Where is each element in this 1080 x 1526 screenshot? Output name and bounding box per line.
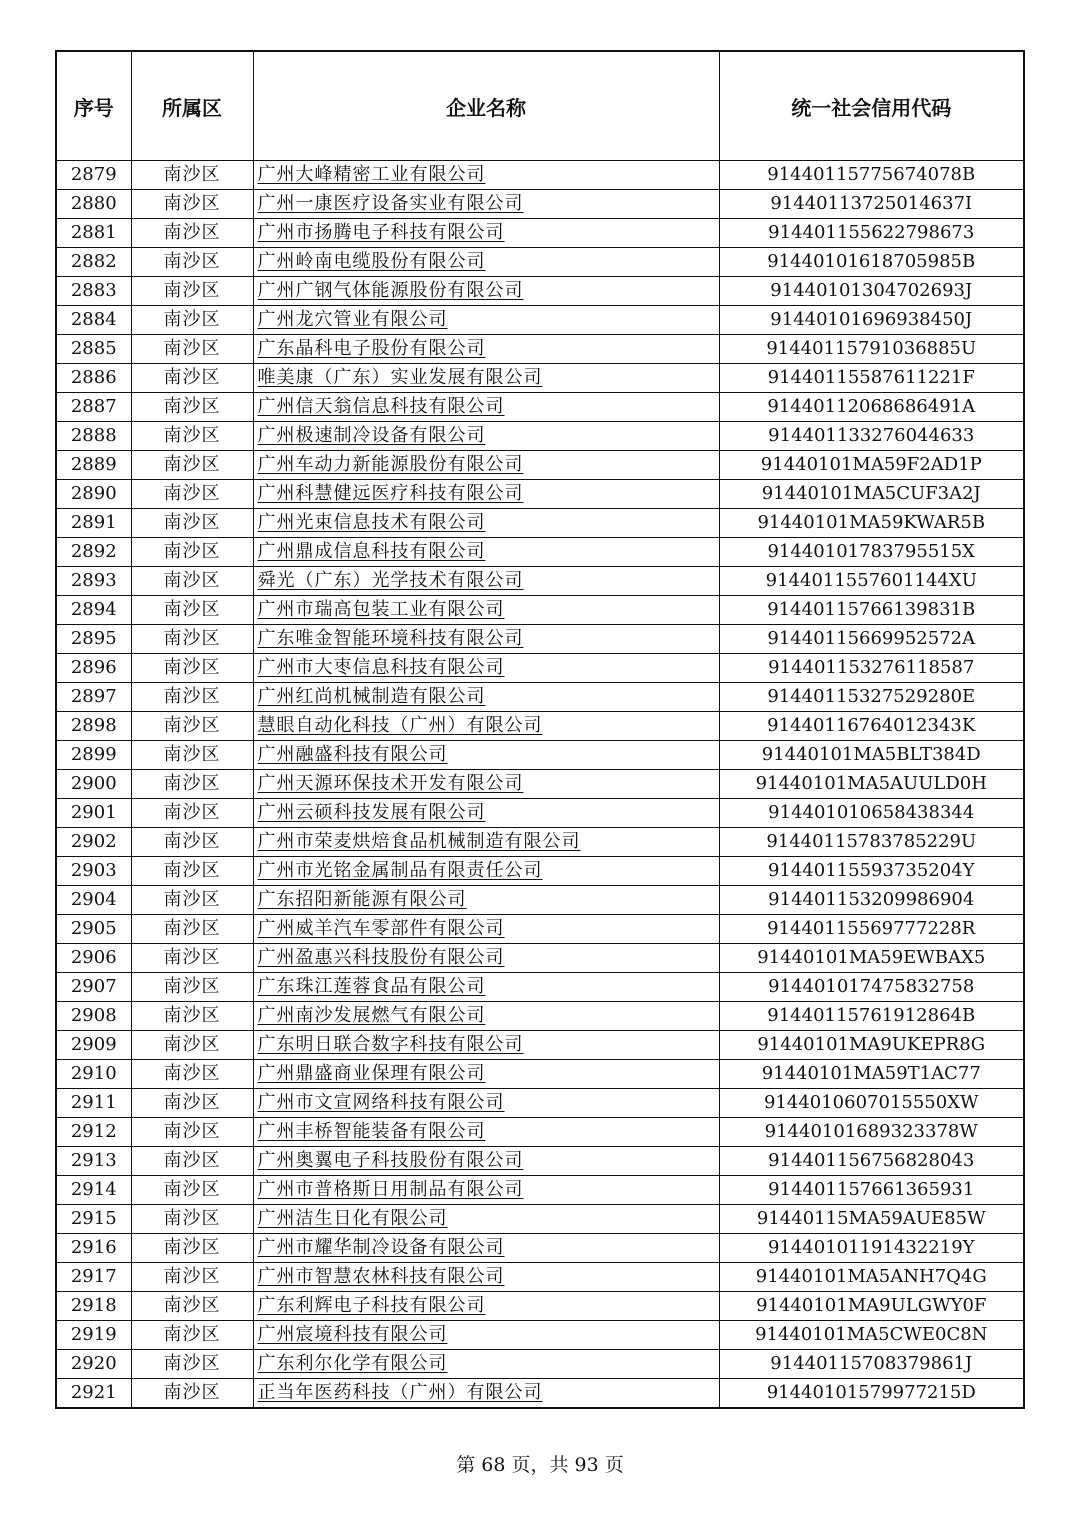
cell-company-name: 广州市耀华制冷设备有限公司 [253, 1234, 719, 1263]
cell-district: 南沙区 [131, 1089, 253, 1118]
cell-credit-code: 91440113725014637I [719, 190, 1024, 219]
cell-serial-number: 2915 [56, 1205, 131, 1234]
table-row [56, 480, 1024, 509]
cell-credit-code: 91440115593735204Y [719, 857, 1024, 886]
cell-credit-code: 914401157661365931 [719, 1176, 1024, 1205]
cell-company-name: 广州宸境科技有限公司 [253, 1321, 719, 1350]
cell-serial-number: 2891 [56, 509, 131, 538]
cell-district: 南沙区 [131, 1176, 253, 1205]
cell-district: 南沙区 [131, 1205, 253, 1234]
cell-company-name: 广州鼎盛商业保理有限公司 [253, 1060, 719, 1089]
cell-serial-number: 2902 [56, 828, 131, 857]
cell-district: 南沙区 [131, 190, 253, 219]
cell-district: 南沙区 [131, 915, 253, 944]
cell-district: 南沙区 [131, 567, 253, 596]
cell-company-name: 广州市光铭金属制品有限责任公司 [253, 857, 719, 886]
cell-serial-number: 2921 [56, 1379, 131, 1409]
cell-district: 南沙区 [131, 1350, 253, 1379]
header-credit-code: 统一社会信用代码 [719, 51, 1024, 161]
cell-company-name: 慧眼自动化科技（广州）有限公司 [253, 712, 719, 741]
cell-credit-code: 91440115708379861J [719, 1350, 1024, 1379]
cell-serial-number: 2917 [56, 1263, 131, 1292]
cell-company-name: 广东珠江莲蓉食品有限公司 [253, 973, 719, 1002]
cell-company-name: 广州盈惠兴科技股份有限公司 [253, 944, 719, 973]
cell-district: 南沙区 [131, 364, 253, 393]
cell-credit-code: 91440115569777228R [719, 915, 1024, 944]
cell-company-name: 广州市扬腾电子科技有限公司 [253, 219, 719, 248]
cell-credit-code: 91440101MA5BLT384D [719, 741, 1024, 770]
cell-district: 南沙区 [131, 1263, 253, 1292]
cell-serial-number: 2909 [56, 1031, 131, 1060]
cell-company-name: 广州奥翼电子科技股份有限公司 [253, 1147, 719, 1176]
cell-district: 南沙区 [131, 1379, 253, 1409]
page-number-footer: 第 68 页，共 93 页 [456, 1454, 624, 1476]
cell-company-name: 广州车动力新能源股份有限公司 [253, 451, 719, 480]
cell-serial-number: 2916 [56, 1234, 131, 1263]
cell-credit-code: 91440101304702693J [719, 277, 1024, 306]
cell-serial-number: 2894 [56, 596, 131, 625]
cell-company-name: 唯美康（广东）实业发展有限公司 [253, 364, 719, 393]
cell-serial-number: 2918 [56, 1292, 131, 1321]
cell-credit-code: 91440101MA59T1AC77 [719, 1060, 1024, 1089]
cell-credit-code: 91440101579977215D [719, 1379, 1024, 1409]
table-row [56, 190, 1024, 219]
table-row [56, 364, 1024, 393]
table-row [56, 654, 1024, 683]
cell-serial-number: 2888 [56, 422, 131, 451]
cell-credit-code: 914401133276044633 [719, 422, 1024, 451]
cell-company-name: 广东利尔化学有限公司 [253, 1350, 719, 1379]
cell-credit-code: 9144011557601144XU [719, 567, 1024, 596]
cell-credit-code: 91440115MA59AUE85W [719, 1205, 1024, 1234]
table-row [56, 1060, 1024, 1089]
table-row [56, 596, 1024, 625]
cell-district: 南沙区 [131, 886, 253, 915]
cell-company-name: 广州光束信息技术有限公司 [253, 509, 719, 538]
table-row [56, 1292, 1024, 1321]
table-row [56, 306, 1024, 335]
cell-serial-number: 2880 [56, 190, 131, 219]
cell-credit-code: 91440116764012343K [719, 712, 1024, 741]
cell-credit-code: 91440101MA9UKEPR8G [719, 1031, 1024, 1060]
table-row [56, 393, 1024, 422]
cell-serial-number: 2901 [56, 799, 131, 828]
table-row [56, 1176, 1024, 1205]
cell-credit-code: 91440115766139831B [719, 596, 1024, 625]
cell-credit-code: 914401156756828043 [719, 1147, 1024, 1176]
table-row [56, 915, 1024, 944]
cell-serial-number: 2884 [56, 306, 131, 335]
header-district: 所属区 [131, 51, 253, 161]
cell-district: 南沙区 [131, 1292, 253, 1321]
cell-district: 南沙区 [131, 1031, 253, 1060]
table-row [56, 1089, 1024, 1118]
cell-district: 南沙区 [131, 306, 253, 335]
cell-district: 南沙区 [131, 1118, 253, 1147]
cell-company-name: 广州红尚机械制造有限公司 [253, 683, 719, 712]
cell-credit-code: 91440101MA5CWE0C8N [719, 1321, 1024, 1350]
cell-district: 南沙区 [131, 509, 253, 538]
table-row [56, 973, 1024, 1002]
cell-district: 南沙区 [131, 393, 253, 422]
cell-credit-code: 914401153276118587 [719, 654, 1024, 683]
cell-company-name: 广州广钢气体能源股份有限公司 [253, 277, 719, 306]
cell-credit-code: 914401153209986904 [719, 886, 1024, 915]
cell-company-name: 广州极速制冷设备有限公司 [253, 422, 719, 451]
cell-company-name: 广州市瑞高包装工业有限公司 [253, 596, 719, 625]
table-row [56, 1205, 1024, 1234]
cell-credit-code: 91440101783795515X [719, 538, 1024, 567]
cell-serial-number: 2893 [56, 567, 131, 596]
cell-credit-code: 9144010607015550XW [719, 1089, 1024, 1118]
cell-serial-number: 2904 [56, 886, 131, 915]
cell-serial-number: 2882 [56, 248, 131, 277]
cell-district: 南沙区 [131, 1321, 253, 1350]
cell-serial-number: 2906 [56, 944, 131, 973]
table-row [56, 1147, 1024, 1176]
table-row [56, 886, 1024, 915]
table-row [56, 799, 1024, 828]
cell-company-name: 广东明日联合数字科技有限公司 [253, 1031, 719, 1060]
header-company-name: 企业名称 [253, 51, 719, 161]
header-serial-number: 序号 [56, 51, 131, 161]
cell-district: 南沙区 [131, 625, 253, 654]
table-row [56, 538, 1024, 567]
table-row [56, 161, 1024, 190]
cell-district: 南沙区 [131, 683, 253, 712]
cell-credit-code: 914401017475832758 [719, 973, 1024, 1002]
cell-serial-number: 2912 [56, 1118, 131, 1147]
table-row [56, 422, 1024, 451]
table-row [56, 1118, 1024, 1147]
cell-credit-code: 91440101618705985B [719, 248, 1024, 277]
table-row [56, 741, 1024, 770]
table-row [56, 625, 1024, 654]
cell-serial-number: 2879 [56, 161, 131, 190]
cell-credit-code: 91440115587611221F [719, 364, 1024, 393]
table-row [56, 1031, 1024, 1060]
table-row [56, 770, 1024, 799]
cell-serial-number: 2898 [56, 712, 131, 741]
cell-credit-code: 91440115783785229U [719, 828, 1024, 857]
cell-serial-number: 2910 [56, 1060, 131, 1089]
cell-district: 南沙区 [131, 422, 253, 451]
cell-credit-code: 91440112068686491A [719, 393, 1024, 422]
table-row [56, 248, 1024, 277]
table-row [56, 567, 1024, 596]
table-row [56, 683, 1024, 712]
table-row [56, 1321, 1024, 1350]
table-row [56, 944, 1024, 973]
cell-district: 南沙区 [131, 1002, 253, 1031]
cell-company-name: 广州市普格斯日用制品有限公司 [253, 1176, 719, 1205]
cell-company-name: 广州丰桥智能装备有限公司 [253, 1118, 719, 1147]
table-row [56, 1234, 1024, 1263]
cell-company-name: 广州市文宣网络科技有限公司 [253, 1089, 719, 1118]
cell-district: 南沙区 [131, 1060, 253, 1089]
cell-company-name: 广东利辉电子科技有限公司 [253, 1292, 719, 1321]
cell-company-name: 广州威羊汽车零部件有限公司 [253, 915, 719, 944]
table-row [56, 451, 1024, 480]
cell-district: 南沙区 [131, 538, 253, 567]
cell-serial-number: 2883 [56, 277, 131, 306]
cell-serial-number: 2889 [56, 451, 131, 480]
table-row [56, 277, 1024, 306]
cell-credit-code: 91440101MA5ANH7Q4G [719, 1263, 1024, 1292]
cell-serial-number: 2885 [56, 335, 131, 364]
cell-credit-code: 91440101191432219Y [719, 1234, 1024, 1263]
table-header-row [56, 51, 1024, 161]
cell-district: 南沙区 [131, 1147, 253, 1176]
cell-credit-code: 91440101MA59EWBAX5 [719, 944, 1024, 973]
cell-company-name: 广州南沙发展燃气有限公司 [253, 1002, 719, 1031]
cell-serial-number: 2890 [56, 480, 131, 509]
cell-serial-number: 2897 [56, 683, 131, 712]
cell-credit-code: 91440101MA59KWAR5B [719, 509, 1024, 538]
cell-serial-number: 2913 [56, 1147, 131, 1176]
table-row [56, 335, 1024, 364]
cell-company-name: 正当年医药科技（广州）有限公司 [253, 1379, 719, 1409]
cell-company-name: 舜光（广东）光学技术有限公司 [253, 567, 719, 596]
cell-serial-number: 2900 [56, 770, 131, 799]
cell-credit-code: 91440101MA5AUULD0H [719, 770, 1024, 799]
cell-serial-number: 2895 [56, 625, 131, 654]
cell-serial-number: 2905 [56, 915, 131, 944]
cell-district: 南沙区 [131, 480, 253, 509]
cell-company-name: 广州融盛科技有限公司 [253, 741, 719, 770]
cell-serial-number: 2881 [56, 219, 131, 248]
table-body [56, 161, 1024, 1409]
cell-credit-code: 91440115761912864B [719, 1002, 1024, 1031]
cell-credit-code: 91440101MA9ULGWY0F [719, 1292, 1024, 1321]
cell-district: 南沙区 [131, 219, 253, 248]
cell-district: 南沙区 [131, 828, 253, 857]
table-row [56, 219, 1024, 248]
cell-serial-number: 2908 [56, 1002, 131, 1031]
cell-district: 南沙区 [131, 712, 253, 741]
cell-company-name: 广州市智慧农林科技有限公司 [253, 1263, 719, 1292]
table-header [56, 51, 1024, 161]
cell-credit-code: 914401155622798673 [719, 219, 1024, 248]
cell-district: 南沙区 [131, 770, 253, 799]
cell-company-name: 广东唯金智能环境科技有限公司 [253, 625, 719, 654]
cell-company-name: 广州大峰精密工业有限公司 [253, 161, 719, 190]
cell-company-name: 广州市大枣信息科技有限公司 [253, 654, 719, 683]
table-row [56, 1263, 1024, 1292]
cell-serial-number: 2903 [56, 857, 131, 886]
cell-district: 南沙区 [131, 857, 253, 886]
cell-credit-code: 914401010658438344 [719, 799, 1024, 828]
cell-serial-number: 2887 [56, 393, 131, 422]
cell-serial-number: 2920 [56, 1350, 131, 1379]
table-row [56, 509, 1024, 538]
table-row [56, 828, 1024, 857]
cell-district: 南沙区 [131, 1234, 253, 1263]
cell-company-name: 广州龙穴管业有限公司 [253, 306, 719, 335]
cell-credit-code: 91440115669952572A [719, 625, 1024, 654]
cell-company-name: 广东晶科电子股份有限公司 [253, 335, 719, 364]
cell-credit-code: 91440115775674078B [719, 161, 1024, 190]
cell-district: 南沙区 [131, 654, 253, 683]
cell-company-name: 广州信天翁信息科技有限公司 [253, 393, 719, 422]
cell-serial-number: 2914 [56, 1176, 131, 1205]
cell-district: 南沙区 [131, 596, 253, 625]
cell-serial-number: 2899 [56, 741, 131, 770]
cell-district: 南沙区 [131, 451, 253, 480]
cell-credit-code: 91440101689323378W [719, 1118, 1024, 1147]
table-row [56, 712, 1024, 741]
cell-company-name: 广州云硕科技发展有限公司 [253, 799, 719, 828]
cell-company-name: 广州岭南电缆股份有限公司 [253, 248, 719, 277]
cell-district: 南沙区 [131, 335, 253, 364]
cell-company-name: 广州科慧健远医疗科技有限公司 [253, 480, 719, 509]
cell-district: 南沙区 [131, 973, 253, 1002]
enterprise-table [55, 50, 1025, 1409]
cell-serial-number: 2907 [56, 973, 131, 1002]
cell-company-name: 广州鼎成信息科技有限公司 [253, 538, 719, 567]
cell-district: 南沙区 [131, 799, 253, 828]
cell-company-name: 广东招阳新能源有限公司 [253, 886, 719, 915]
cell-credit-code: 91440115791036885U [719, 335, 1024, 364]
cell-company-name: 广州天源环保技术开发有限公司 [253, 770, 719, 799]
cell-serial-number: 2911 [56, 1089, 131, 1118]
cell-district: 南沙区 [131, 944, 253, 973]
cell-company-name: 广州一康医疗设备实业有限公司 [253, 190, 719, 219]
table-row [56, 857, 1024, 886]
cell-serial-number: 2896 [56, 654, 131, 683]
cell-serial-number: 2919 [56, 1321, 131, 1350]
cell-credit-code: 91440101MA59F2AD1P [719, 451, 1024, 480]
cell-district: 南沙区 [131, 248, 253, 277]
table-row [56, 1350, 1024, 1379]
table-row [56, 1002, 1024, 1031]
cell-credit-code: 91440115327529280E [719, 683, 1024, 712]
cell-serial-number: 2886 [56, 364, 131, 393]
cell-district: 南沙区 [131, 277, 253, 306]
table-row [56, 1379, 1024, 1409]
cell-company-name: 广州市荣麦烘焙食品机械制造有限公司 [253, 828, 719, 857]
cell-credit-code: 91440101MA5CUF3A2J [719, 480, 1024, 509]
cell-serial-number: 2892 [56, 538, 131, 567]
cell-credit-code: 91440101696938450J [719, 306, 1024, 335]
cell-company-name: 广州洁生日化有限公司 [253, 1205, 719, 1234]
cell-district: 南沙区 [131, 741, 253, 770]
cell-district: 南沙区 [131, 161, 253, 190]
